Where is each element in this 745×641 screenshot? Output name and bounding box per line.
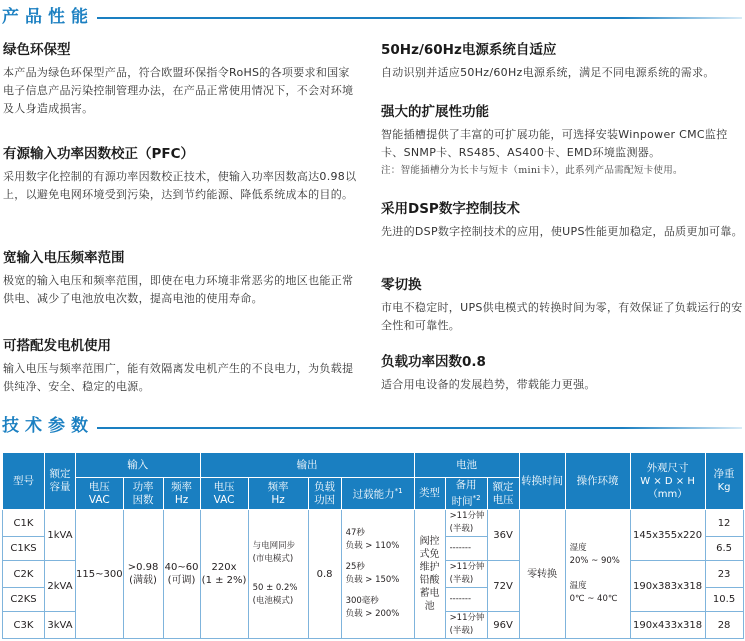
cell-backup: ------- [445,588,487,612]
feature-title: 有源输入功率因数校正（PFC） [3,146,195,162]
cell-in-freq [163,510,200,639]
feature-text: 输入电压与频率范围广，能有效隔离发电机产生的不良电力，为负载提供纯净、安全、稳定的电源。 [3,362,354,393]
footnote-marker: *1 [394,487,403,496]
cell-weight: 6.5 [705,537,743,561]
cell-capacity: 3kVA [45,612,76,639]
subheader-out-voltage [200,478,248,510]
cell-text: 与电网同步 [252,541,296,551]
cell-text: 温度 [569,581,587,591]
feature-title: 采用DSP数字控制技术 [381,201,520,217]
subheader-unit: VAC [213,493,235,506]
cell-bat-voltage: 36V [487,510,519,561]
header-battery: 电池 [414,453,519,478]
header-dimensions [630,453,705,510]
cell-weight: 28 [705,612,743,639]
cell-backup: >11分钟(半载) [445,510,487,537]
header-input: 输入 [76,453,201,478]
feature-load-pf [381,350,743,394]
cell-out-voltage [200,510,248,639]
header-environment: 操作环境 [565,453,630,510]
cell-text: 300毫秒 [345,596,379,606]
cell-text: (满载) [129,575,157,586]
cell-overload [341,510,414,639]
cell-model: C1KS [3,537,45,561]
cell-in-voltage: 115~300 [76,510,124,639]
feature-text: 适合用电设备的发展趋势，带载能力更强。 [381,378,596,391]
subheader-text: 功率 [132,480,154,493]
cell-text: 50 ± 0.2% [252,583,298,593]
feature-text: 智能插槽提供了丰富的可扩展功能，可选择安装Winpower CMC监控卡、SNMP卡、RS485、AS400卡、EMD环境监测器。 [381,128,728,159]
cell-capacity: 2kVA [45,561,76,612]
cell-text: 0℃ ~ 40℃ [569,594,618,604]
subheader-bat-type: 类型 [414,478,445,510]
feature-50-60hz [381,38,743,82]
subheader-text: 频率 [171,480,193,493]
header-output: 输出 [200,453,414,478]
cell-weight: 12 [705,510,743,537]
cell-dimensions: 190x383x318 [630,561,705,612]
cell-backup: >11分钟(半载) [445,612,487,639]
cell-bat-type: 阀控式免维护铅酸蓄电池 [414,510,445,639]
cell-backup: ------- [445,537,487,561]
feature-text: 市电不稳定时，UPS供电模式的转换时间为零，有效保证了负载运行的安全性和可靠性。 [381,301,743,332]
subheader-text: 频率 [267,480,289,493]
feature-note: 注：智能插槽分为长卡与短卡（mini卡），此系列产品需配短卡使用。 [381,165,683,176]
subheader-backup [445,478,487,510]
subheader-in-voltage [76,478,124,510]
feature-text: 自动识别并适应50Hz/60Hz电源系统，满足不同电源系统的需求。 [381,66,715,79]
footnote-marker: *2 [472,493,481,502]
cell-load-pf: 0.8 [308,510,341,639]
feature-title: 宽输入电压频率范围 [3,250,125,266]
cell-text: 20% ~ 90% [569,556,620,566]
cell-dimensions: 145x355x220 [630,510,705,561]
subheader-unit: Hz [271,493,285,506]
feature-expansion [381,100,743,180]
header-weight-unit: Kg [717,482,731,493]
header-dimensions-unit: W × D × H（mm） [640,475,695,500]
cell-in-pf [123,510,163,639]
feature-text: 先进的DSP数字控制技术的应用，使UPS性能更加稳定，品质更加可靠。 [381,225,743,238]
specs-title-rule [97,427,742,429]
cell-capacity: 1kVA [45,510,76,561]
cell-model: C2K [3,561,45,588]
cell-text: 40~60 [164,562,199,573]
subheader-text: 功因 [314,493,336,506]
subheader-text: 因数 [132,493,154,506]
feature-title: 50Hz/60Hz电源系统自适应 [381,42,557,58]
feature-title: 强大的扩展性功能 [381,104,489,120]
cell-model: C3K [3,612,45,639]
cell-weight: 23 [705,561,743,588]
cell-dimensions: 190x433x318 [630,612,705,639]
subheader-text: 电压 [492,493,514,506]
feature-zero-transfer [381,273,743,335]
feature-title: 绿色环保型 [3,42,71,58]
cell-out-freq [248,510,308,639]
subheader-text: 负载 [314,480,336,493]
cell-model: C2KS [3,588,45,612]
feature-title: 可搭配发电机使用 [3,338,111,354]
feature-pfc [3,142,358,204]
subheader-out-freq [248,478,308,510]
header-weight [705,453,743,510]
subheader-bat-voltage [487,478,519,510]
subheader-unit: Hz [174,493,189,506]
subheader-unit: VAC [88,493,110,506]
header-model: 型号 [3,453,45,510]
feature-text: 本产品为绿色环保型产品，符合欧盟环保指令RoHS的各项要求和国家电子信息产品污染控制管理办法，在产品正常使用情况下，不会对环境及人身造成损害。 [3,66,354,115]
cell-weight: 10.5 [705,588,743,612]
subheader-text: 额定 [492,480,514,493]
cell-text: 负载 > 200% [345,609,400,619]
feature-wide-input [3,246,363,308]
feature-title: 负载功率因数0.8 [381,354,486,370]
feature-dsp [381,197,743,241]
cell-text: 25秒 [345,562,365,572]
cell-text: 负载 > 110% [345,541,400,551]
features-title-rule [97,17,742,19]
cell-text: 47秒 [345,528,365,538]
header-dimensions-label: 外观尺寸 [646,461,689,474]
feature-green [3,38,358,118]
cell-text: (电池模式) [252,596,294,606]
subheader-load-pf [308,478,341,510]
cell-text: >0.98 [127,562,159,573]
subheader-text: 过载能力 [352,488,395,501]
features-section-title: 产品性能 [2,7,94,27]
header-weight-label: 净重 [713,468,735,480]
cell-text: 220x [211,562,237,573]
subheader-in-pf [123,478,163,510]
subheader-text: 备用 [455,478,477,491]
cell-text: 负载 > 150% [345,575,400,585]
spec-table [2,452,744,639]
subheader-text: 电压 [213,480,235,493]
header-transfer: 转换时间 [519,453,565,510]
cell-text: (1 ± 2%) [201,575,247,586]
cell-model: C1K [3,510,45,537]
subheader-overload [341,478,414,510]
cell-bat-voltage: 72V [487,561,519,612]
cell-backup: >11分钟(半载) [445,561,487,588]
table-row [3,510,744,537]
feature-generator [3,334,358,396]
cell-text: (可调) [167,575,196,586]
header-capacity: 额定容量 [45,453,76,510]
cell-transfer: 零转换 [519,510,565,639]
subheader-in-freq [163,478,200,510]
specs-section-title: 技术参数 [2,416,94,436]
feature-text: 采用数字化控制的有源功率因数校正技术，使输入功率因数高达0.98以上，以避免电网环境受到污染，达到节约能源、降低系统成本的目的。 [3,170,357,201]
cell-text: 湿度 [569,543,587,553]
feature-title: 零切换 [381,277,422,293]
cell-text: (市电模式) [252,554,294,564]
cell-bat-voltage: 96V [487,612,519,639]
subheader-text: 时间 [451,495,473,508]
feature-text: 极宽的输入电压和频率范围，即使在电力环境非常恶劣的地区也能正常供电、减少了电池放电次数，提高电池的使用寿命。 [3,274,354,305]
cell-environment [565,510,630,639]
subheader-text: 电压 [88,480,110,493]
